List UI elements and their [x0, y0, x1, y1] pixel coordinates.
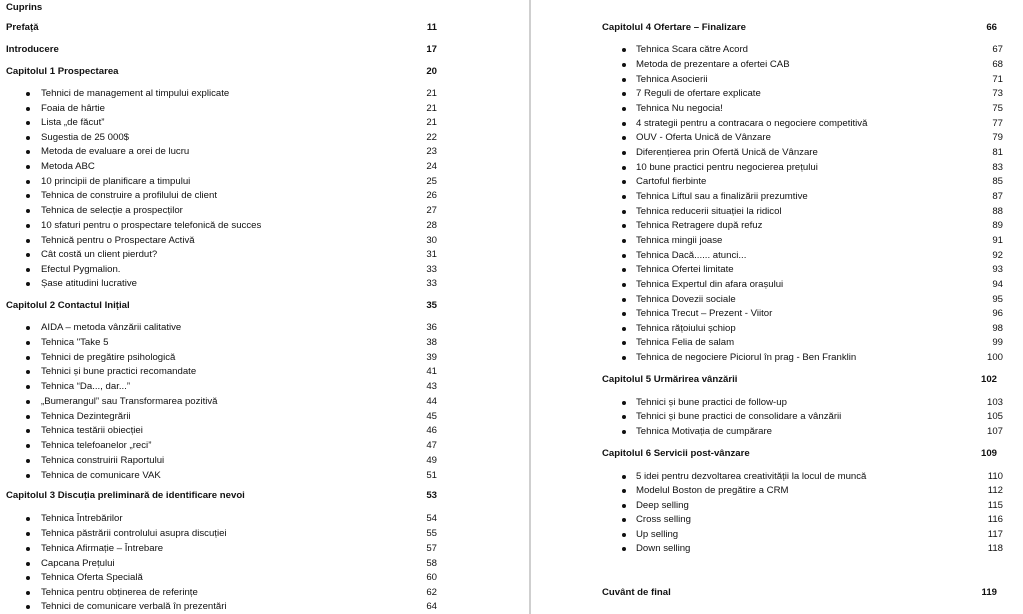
- toc-page-number: 99: [992, 337, 1003, 348]
- toc-entry-title: Tehnici de pregătire psihologică: [41, 352, 176, 363]
- toc-page-number: 23: [426, 146, 437, 157]
- bullet-icon: [622, 48, 626, 52]
- toc-entry-title: Capitolul 4 Ofertare – Finalizare: [602, 22, 746, 33]
- bullet-icon: [622, 415, 626, 419]
- toc-page-number: 57: [426, 543, 437, 554]
- toc-entry-title: Capcana Prețului: [41, 558, 115, 569]
- toc-page-number: 38: [426, 337, 437, 348]
- toc-page-number: 98: [992, 323, 1003, 334]
- toc-page-number: 89: [992, 220, 1003, 231]
- bullet-icon: [26, 341, 30, 345]
- bullet-icon: [26, 92, 30, 96]
- toc-page-number: 110: [987, 471, 1003, 482]
- bullet-icon: [26, 253, 30, 257]
- toc-page-number: 109: [980, 448, 997, 459]
- toc-page-number: 21: [426, 88, 437, 99]
- toc-page-number: 100: [986, 352, 1003, 363]
- toc-entry-title: Up selling: [636, 529, 679, 540]
- toc-entry-title: 5 idei pentru dezvoltarea creativității la locul de muncă: [636, 471, 867, 482]
- toc-page-number: 115: [987, 500, 1003, 511]
- bullet-icon: [622, 401, 626, 405]
- bullet-icon: [622, 430, 626, 434]
- bullet-icon: [622, 136, 626, 140]
- toc-entry-title: Tehnica testării obiecției: [41, 425, 143, 436]
- toc-entry-title: 10 bune practici pentru negocierea prețului: [636, 162, 818, 173]
- toc-entry-title: Down selling: [636, 543, 691, 554]
- toc-entry-title: Prefață: [6, 22, 39, 33]
- toc-page-number: 33: [426, 264, 437, 275]
- toc-entry-title: Tehnica Asocierii: [636, 74, 708, 85]
- toc-entry-title: Tehnica Oferta Specială: [41, 572, 143, 583]
- toc-page-number: 93: [992, 264, 1003, 275]
- toc-page-number: 119: [981, 587, 997, 598]
- toc-page-number: 39: [426, 352, 437, 363]
- bullet-icon: [622, 92, 626, 96]
- toc-page-number: 24: [426, 161, 437, 172]
- bullet-icon: [622, 356, 626, 360]
- bullet-icon: [26, 605, 30, 609]
- bullet-icon: [622, 122, 626, 126]
- toc-entry-title: Tehnica telefoanelor „reci”: [41, 440, 152, 451]
- bullet-icon: [622, 63, 626, 67]
- toc-entry-title: Tehnici de comunicare verbală în prezentări: [41, 601, 227, 612]
- toc-entry-title: Tehnica rățoiului șchiop: [636, 323, 736, 334]
- toc-entry-title: Tehnica Expertul din afara orașului: [636, 279, 784, 290]
- toc-entry-title: OUV - Oferta Unică de Vânzare: [636, 132, 771, 143]
- bullet-icon: [26, 165, 30, 169]
- toc-entry-title: Șase atitudini lucrative: [41, 278, 137, 289]
- toc-page-number: 62: [426, 587, 437, 598]
- toc-page-number: 35: [426, 300, 437, 311]
- toc-entry-title: Lista „de făcut”: [41, 117, 105, 128]
- toc-entry-title: 10 sfaturi pentru o prospectare telefonică de succes: [41, 220, 262, 231]
- toc-entry-title: 4 strategii pentru a contracara o negociere competitivă: [636, 118, 868, 129]
- toc-entry-title: Tehnica Întrebărilor: [41, 513, 123, 524]
- toc-page-number: 79: [992, 132, 1003, 143]
- bullet-icon: [622, 504, 626, 508]
- toc-entry-title: Efectul Pygmalion.: [41, 264, 121, 275]
- toc-entry-title: Tehnica Ofertei limitate: [636, 264, 734, 275]
- bullet-icon: [622, 151, 626, 155]
- toc-page-number: 46: [426, 425, 437, 436]
- toc-page-number: 58: [426, 558, 437, 569]
- bullet-icon: [26, 517, 30, 521]
- toc-page-number: 85: [992, 176, 1003, 187]
- toc-page-number: 51: [426, 470, 437, 481]
- bullet-icon: [26, 459, 30, 463]
- toc-page-number: 21: [426, 117, 437, 128]
- toc-entry-title: Tehnica Retragere după refuz: [636, 220, 763, 231]
- right-page: [531, 0, 1023, 614]
- toc-page-number: 116: [987, 514, 1003, 525]
- bullet-icon: [26, 429, 30, 433]
- toc-page-number: 41: [426, 366, 437, 377]
- toc-entry-title: Tehnica de negociere Piciorul în prag - Ben Franklin: [636, 352, 857, 363]
- toc-entry-title: Cartoful fierbinte: [636, 176, 707, 187]
- toc-entry-title: Tehnica reducerii situației la ridicol: [636, 206, 782, 217]
- toc-entry-title: Modelul Boston de pregătire a CRM: [636, 485, 789, 496]
- toc-entry-title: Tehnici și bune practici recomandate: [41, 366, 197, 377]
- toc-entry-title: Tehnica "Take 5: [41, 337, 109, 348]
- bullet-icon: [622, 341, 626, 345]
- toc-page-number: 105: [986, 411, 1003, 422]
- toc-page-number: 55: [426, 528, 437, 539]
- toc-entry-title: Tehnica Dezintegrării: [41, 411, 131, 422]
- bullet-icon: [26, 136, 30, 140]
- bullet-icon: [622, 489, 626, 493]
- toc-heading: Cuprins: [6, 2, 43, 13]
- toc-entry-title: Tehnica Nu negocia!: [636, 103, 723, 114]
- toc-page-number: 107: [986, 426, 1003, 437]
- toc-entry-title: Tehnici de management al timpului explicate: [41, 88, 230, 99]
- toc-page-number: 77: [992, 118, 1003, 129]
- bullet-icon: [26, 474, 30, 478]
- toc-page-number: 11: [426, 22, 437, 33]
- toc-entry-title: Introducere: [6, 44, 59, 55]
- bullet-icon: [622, 78, 626, 82]
- toc-page-number: 25: [426, 176, 437, 187]
- toc-page-number: 87: [992, 191, 1003, 202]
- toc-entry-title: Tehnică pentru o Prospectare Activă: [41, 235, 195, 246]
- toc-entry-title: Metoda de prezentare a ofertei CAB: [636, 59, 790, 70]
- bullet-icon: [26, 562, 30, 566]
- toc-page-number: 47: [426, 440, 437, 451]
- toc-page-number: 117: [987, 529, 1003, 540]
- toc-page-number: 112: [987, 485, 1003, 496]
- bullet-icon: [622, 518, 626, 522]
- bullet-icon: [622, 268, 626, 272]
- toc-entry-title: Tehnica de comunicare VAK: [41, 470, 161, 481]
- toc-page-number: 45: [426, 411, 437, 422]
- bullet-icon: [26, 591, 30, 595]
- toc-entry-title: Tehnica Felia de salam: [636, 337, 735, 348]
- toc-entry-title: 10 principii de planificare a timpului: [41, 176, 191, 187]
- toc-page-number: 36: [426, 322, 437, 333]
- bullet-icon: [622, 195, 626, 199]
- bullet-icon: [622, 239, 626, 243]
- bullet-icon: [26, 532, 30, 536]
- toc-entry-title: Tehnica de selecție a prospecților: [41, 205, 183, 216]
- toc-page-number: 33: [426, 278, 437, 289]
- toc-entry-title: Capitolul 1 Prospectarea: [6, 66, 119, 77]
- toc-entry-title: Deep selling: [636, 500, 689, 511]
- bullet-icon: [26, 180, 30, 184]
- toc-entry-title: Metoda de evaluare a orei de lucru: [41, 146, 190, 157]
- toc-page-number: 28: [426, 220, 437, 231]
- bullet-icon: [26, 224, 30, 228]
- toc-entry-title: Tehnica Trecut – Prezent - Viitor: [636, 308, 773, 319]
- toc-entry-title: Tehnica construirii Raportului: [41, 455, 165, 466]
- bullet-icon: [26, 370, 30, 374]
- toc-page-number: 83: [992, 162, 1003, 173]
- bullet-icon: [26, 282, 30, 286]
- bullet-icon: [26, 121, 30, 125]
- toc-entry-title: Tehnica păstrării controlului asupra discuției: [41, 528, 227, 539]
- toc-page-number: 91: [992, 235, 1003, 246]
- bullet-icon: [26, 194, 30, 198]
- toc-page-number: 26: [426, 190, 437, 201]
- toc-entry-title: Tehnica Motivația de cumpărare: [636, 426, 772, 437]
- toc-entry-title: Tehnici și bune practici de follow-up: [636, 397, 787, 408]
- bullet-icon: [622, 312, 626, 316]
- bullet-icon: [622, 224, 626, 228]
- toc-entry-title: AIDA – metoda vânzării calitative: [41, 322, 182, 333]
- toc-page-number: 75: [992, 103, 1003, 114]
- toc-entry-title: Cuvânt de final: [602, 587, 671, 598]
- bullet-icon: [622, 327, 626, 331]
- toc-page-number: 60: [426, 572, 437, 583]
- toc-entry-title: Sugestia de 25 000$: [41, 132, 130, 143]
- toc-page-number: 27: [426, 205, 437, 216]
- toc-page-number: 88: [992, 206, 1003, 217]
- toc-page-number: 54: [426, 513, 437, 524]
- toc-page-number: 53: [426, 490, 437, 501]
- toc-page-number: 64: [426, 601, 437, 612]
- bullet-icon: [26, 239, 30, 243]
- toc-page-number: 92: [992, 250, 1003, 261]
- bullet-icon: [26, 385, 30, 389]
- toc-page-number: 30: [426, 235, 437, 246]
- toc-page-number: 81: [992, 147, 1003, 158]
- bullet-icon: [622, 298, 626, 302]
- toc-entry-title: Capitolul 5 Urmărirea vânzării: [602, 374, 738, 385]
- toc-entry-title: Tehnica mingii joase: [636, 235, 723, 246]
- toc-page-number: 44: [426, 396, 437, 407]
- toc-entry-title: Capitolul 3 Discuția preliminară de identificare nevoi: [6, 490, 245, 501]
- toc-page-number: 102: [980, 374, 997, 385]
- toc-page-number: 21: [426, 103, 437, 114]
- toc-page-number: 73: [992, 88, 1003, 99]
- toc-entry-title: Tehnica Dacă...... atunci...: [636, 250, 747, 261]
- bullet-icon: [26, 444, 30, 448]
- toc-entry-title: Tehnica Scara către Acord: [636, 44, 748, 55]
- toc-entry-title: Tehnica Afirmație – Întrebare: [41, 543, 164, 554]
- toc-entry-title: Tehnica de construire a profilului de client: [41, 190, 217, 201]
- bullet-icon: [622, 107, 626, 111]
- toc-page-number: 118: [987, 543, 1003, 554]
- toc-entry-title: Capitolul 2 Contactul Inițial: [6, 300, 130, 311]
- bullet-icon: [622, 283, 626, 287]
- toc-entry-title: Cross selling: [636, 514, 691, 525]
- toc-page-number: 66: [986, 22, 997, 33]
- toc-page-number: 68: [992, 59, 1003, 70]
- toc-entry-title: Cât costă un client pierdut?: [41, 249, 158, 260]
- bullet-icon: [26, 326, 30, 330]
- toc-entry-title: Tehnici și bune practici de consolidare a vânzării: [636, 411, 842, 422]
- toc-page-number: 22: [426, 132, 437, 143]
- toc-page-number: 96: [992, 308, 1003, 319]
- bullet-icon: [622, 254, 626, 258]
- bullet-icon: [622, 166, 626, 170]
- toc-entry-title: Tehnica Dovezii sociale: [636, 294, 736, 305]
- bullet-icon: [622, 210, 626, 214]
- bullet-icon: [26, 268, 30, 272]
- toc-entry-title: Tehnica “Da..., dar...”: [41, 381, 131, 392]
- bullet-icon: [26, 107, 30, 111]
- toc-entry-title: Foaia de hârtie: [41, 103, 105, 114]
- toc-page-number: 20: [426, 66, 437, 77]
- bullet-icon: [26, 547, 30, 551]
- toc-page-number: 49: [426, 455, 437, 466]
- toc-page-number: 67: [992, 44, 1003, 55]
- bullet-icon: [26, 209, 30, 213]
- bullet-icon: [622, 180, 626, 184]
- toc-page-number: 43: [426, 381, 437, 392]
- toc-entry-title: Diferențierea prin Ofertă Unică de Vânzare: [636, 147, 818, 158]
- toc-page-number: 95: [992, 294, 1003, 305]
- toc-entry-title: Tehnica Liftul sau a finalizării prezumtive: [636, 191, 808, 202]
- toc-page-number: 31: [426, 249, 437, 260]
- bullet-icon: [26, 356, 30, 360]
- bullet-icon: [26, 576, 30, 580]
- bullet-icon: [622, 547, 626, 551]
- bullet-icon: [26, 400, 30, 404]
- bullet-icon: [622, 533, 626, 537]
- bullet-icon: [622, 475, 626, 479]
- toc-page-number: 17: [426, 44, 437, 55]
- toc-page-number: 103: [986, 397, 1003, 408]
- bullet-icon: [26, 150, 30, 154]
- toc-entry-title: Metoda ABC: [41, 161, 95, 172]
- bullet-icon: [26, 415, 30, 419]
- toc-entry-title: Capitolul 6 Servicii post-vânzare: [602, 448, 750, 459]
- toc-page-number: 94: [992, 279, 1003, 290]
- toc-page-number: 71: [992, 74, 1003, 85]
- toc-entry-title: Tehnica pentru obținerea de referințe: [41, 587, 198, 598]
- toc-entry-title: 7 Reguli de ofertare explicate: [636, 88, 761, 99]
- toc-entry-title: „Bumerangul” sau Transformarea pozitivă: [41, 396, 218, 407]
